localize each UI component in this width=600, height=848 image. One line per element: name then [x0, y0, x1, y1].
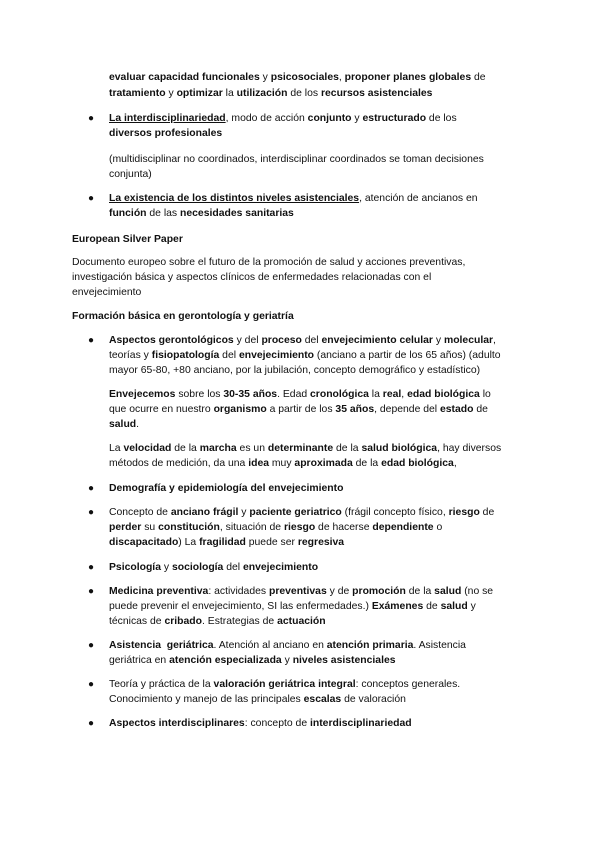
- item8: Aspectos interdisciplinares: concepto de interdisciplinariedad: [109, 718, 412, 729]
- interdisc-line-2: diversos profesionales: [109, 128, 223, 139]
- silver-heading: European Silver Paper: [72, 234, 183, 245]
- bullet-icon: ●: [88, 507, 95, 518]
- silver-para-line-3: envejecimiento: [72, 287, 142, 298]
- bullet-icon: ●: [88, 640, 95, 651]
- item1-para2-line-3: salud.: [109, 419, 140, 430]
- item6-line-2: geriátrica en atención especializada y niveles asistenciales: [109, 655, 396, 666]
- silver-para-line-2: investigación básica y aspectos clínicos de enfermedades relacionadas con el: [72, 272, 432, 283]
- bullet-icon: ●: [88, 718, 95, 729]
- item5-line-3: técnicas de cribado. Estrategias de actuación: [109, 616, 326, 627]
- interdisc-note-2: conjunta): [109, 169, 152, 180]
- item1-line-2: teorías y fisiopatología del envejecimiento (anciano a partir de los 65 años) (adulto: [109, 350, 501, 361]
- item2: Demografía y epidemiología del envejecimiento: [109, 483, 344, 494]
- bullet-icon: ●: [88, 335, 95, 346]
- bullet-icon: ●: [88, 193, 95, 204]
- item5-line-2: puede prevenir el envejecimiento, SI las enfermedades.) Exámenes de salud y: [109, 601, 476, 612]
- item6-line-1: Asistencia geriátrica. Atención al anciano en atención primaria. Asistencia: [109, 640, 466, 651]
- bullet-icon: ●: [88, 113, 95, 124]
- item5-line-1: Medicina preventiva: actividades preventivas y de promoción de la salud (no se: [109, 586, 494, 597]
- item7-line-2: Conocimiento y manejo de las principales escalas de valoración: [109, 694, 406, 705]
- silver-para-line-1: Documento europeo sobre el futuro de la promoción de salud y acciones preventivas,: [72, 257, 466, 268]
- item1-para3-line-2: métodos de medición, da una idea muy aproximada de la edad biológica,: [109, 458, 457, 469]
- bullet-icon: ●: [88, 679, 95, 690]
- interdisc-note-1: (multidisciplinar no coordinados, interdisciplinar coordinados se toman decisiones: [109, 154, 484, 165]
- item1-line-1: Aspectos gerontológicos y del proceso del envejecimiento celular y molecular,: [109, 335, 496, 346]
- niveles-line-2: función de las necesidades sanitarias: [109, 208, 294, 219]
- item4: Psicología y sociología del envejecimiento: [109, 562, 319, 573]
- cont-line-2: tratamiento y optimizar la utilización de los recursos asistenciales: [109, 88, 433, 99]
- item1-para2-line-2: que ocurre en nuestro organismo a partir de los 35 años, depende del estado de: [109, 404, 488, 415]
- interdisc-line-1: La interdisciplinariedad, modo de acción conjunto y estructurado de los: [109, 113, 457, 124]
- item1-para2-line-1: Envejecemos sobre los 30-35 años. Edad cronológica la real, edad biológica lo: [109, 389, 491, 400]
- item1-para3-line-1: La velocidad de la marcha es un determinante de la salud biológica, hay diversos: [109, 443, 502, 454]
- bullet-icon: ●: [88, 562, 95, 573]
- item7-line-1: Teoría y práctica de la valoración geriátrica integral: conceptos generales.: [109, 679, 461, 690]
- item3-line-2: perder su constitución, situación de riesgo de hacerse dependiente o: [109, 522, 443, 533]
- cont-line-1: evaluar capacidad funcionales y psicosociales, proponer planes globales de: [109, 72, 486, 83]
- item3-line-3: discapacitado) La fragilidad puede ser regresiva: [109, 537, 345, 548]
- bullet-icon: ●: [88, 483, 95, 494]
- item1-line-3: mayor 65-80, +80 anciano, por la jubilación, concepto demográfico y estadístico): [109, 365, 481, 376]
- formacion-heading: Formación básica en gerontología y geriatría: [72, 311, 294, 322]
- bullet-icon: ●: [88, 586, 95, 597]
- item3-line-1: Concepto de anciano frágil y paciente geriatrico (frágil concepto físico, riesgo de: [109, 507, 495, 518]
- niveles-line-1: La existencia de los distintos niveles asistenciales, atención de ancianos en: [109, 193, 478, 204]
